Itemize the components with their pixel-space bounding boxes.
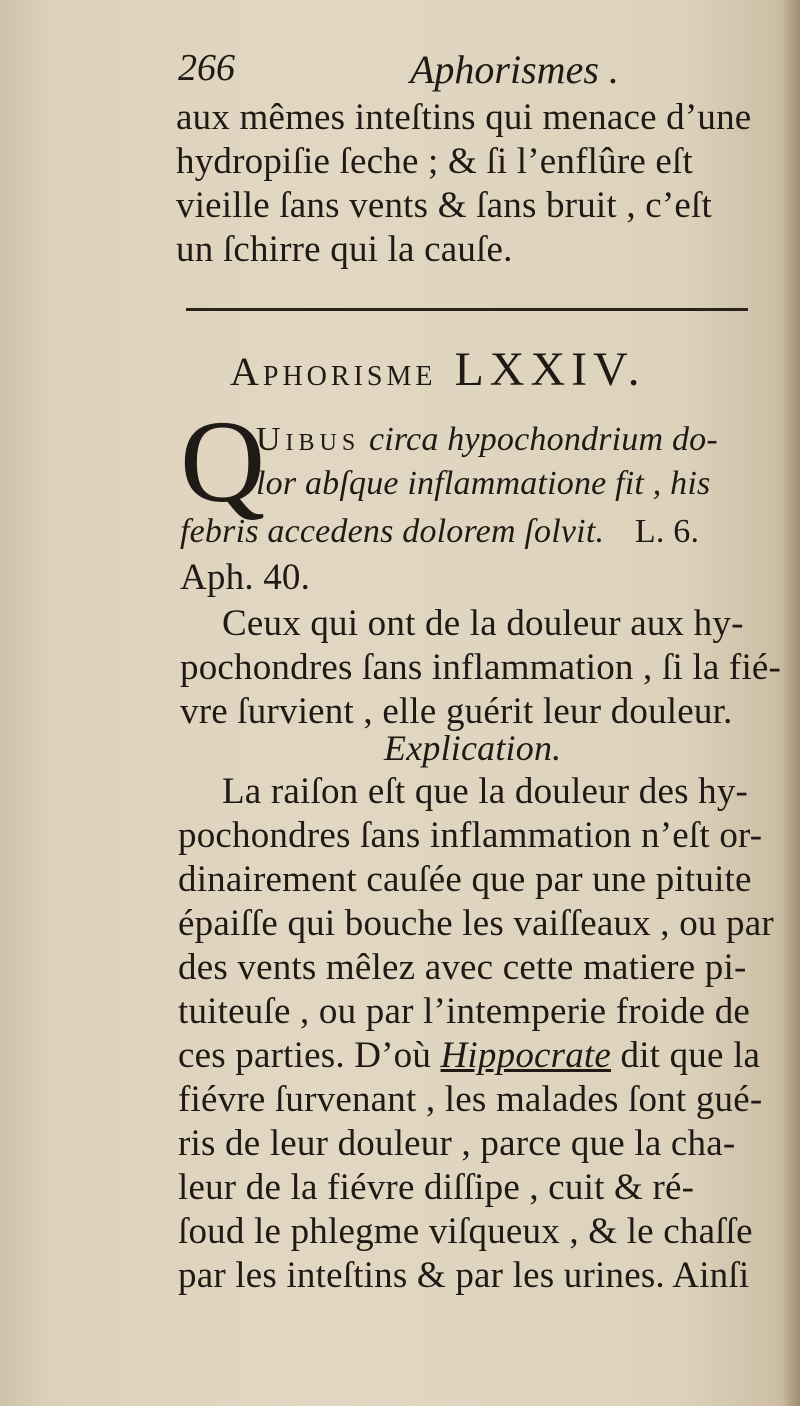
aphorism-heading bbox=[230, 342, 646, 397]
explication-text: dit que la bbox=[620, 1035, 761, 1076]
page-edge-shadow bbox=[782, 0, 800, 1406]
text-line: un ſchirre qui la cauſe. bbox=[176, 229, 513, 270]
latin-italic: circa hypochondrium do- bbox=[368, 421, 718, 458]
explication-line: La raiſon eſt que la douleur des hy- bbox=[222, 771, 749, 812]
latin-line-1 bbox=[256, 418, 718, 462]
aphorism-word: Aphorisme bbox=[230, 349, 437, 394]
explication-line: par les inteſtins & par les urines. Ainſi bbox=[178, 1255, 750, 1296]
explication-line: ſoud le phlegme viſqueux , & le chaſſe bbox=[178, 1211, 753, 1252]
author-name: Hippocrate bbox=[440, 1035, 612, 1076]
translation-line: pochondres ſans inflammation , ſi la fié- bbox=[180, 647, 782, 688]
explication-line: épaiſſe qui bouche les vaiſſeaux , ou par bbox=[178, 903, 774, 944]
text-line: hydropiſie ſeche ; & ſi l’enflûre eſt bbox=[176, 141, 693, 182]
running-title: Aphorismes . bbox=[410, 47, 619, 92]
text-line: aux mêmes inteſtins qui menace d’une bbox=[176, 97, 752, 138]
text-line: vieille ſans vents & ſans bruit , c’eſt bbox=[176, 185, 712, 226]
latin-line-3 bbox=[180, 510, 699, 554]
section-divider bbox=[186, 308, 748, 311]
latin-caps: Uibus bbox=[256, 421, 361, 458]
explication-line: tuiteuſe , ou par l’intemperie froide de bbox=[178, 991, 751, 1032]
explication-line: dinairement cauſée que par une pituite bbox=[178, 859, 752, 900]
page-number: 266 bbox=[178, 47, 235, 89]
explication-line: pochondres ſans inflammation n’eſt or- bbox=[178, 815, 763, 856]
translation-line: Ceux qui ont de la douleur aux hy- bbox=[222, 603, 744, 644]
explication-line: fiévre ſurvenant , les malades ſont gué- bbox=[178, 1079, 763, 1120]
latin-italic: febris accedens dolorem ſolvit. bbox=[180, 513, 605, 550]
latin-line-4: Aph. 40. bbox=[180, 557, 311, 598]
latin-line-2: lor abſque inflammatione fit , his bbox=[256, 465, 711, 502]
explication-line: des vents mêlez avec cette matiere pi- bbox=[178, 947, 747, 988]
explication-line: ris de leur douleur , parce que la cha- bbox=[178, 1123, 736, 1164]
translation-line: vre ſurvient , elle guérit leur douleur. bbox=[180, 691, 733, 732]
explication-text: ces parties. D’où bbox=[178, 1035, 432, 1076]
aphorism-number: LXXIV. bbox=[454, 343, 646, 396]
latin-reference: L. 6. bbox=[634, 513, 700, 550]
explication-line: leur de la fiévre diſſipe , cuit & ré- bbox=[178, 1167, 695, 1208]
explication-line bbox=[178, 1034, 760, 1078]
drop-cap: Q bbox=[180, 396, 266, 527]
explication-heading: Explication. bbox=[384, 728, 562, 768]
